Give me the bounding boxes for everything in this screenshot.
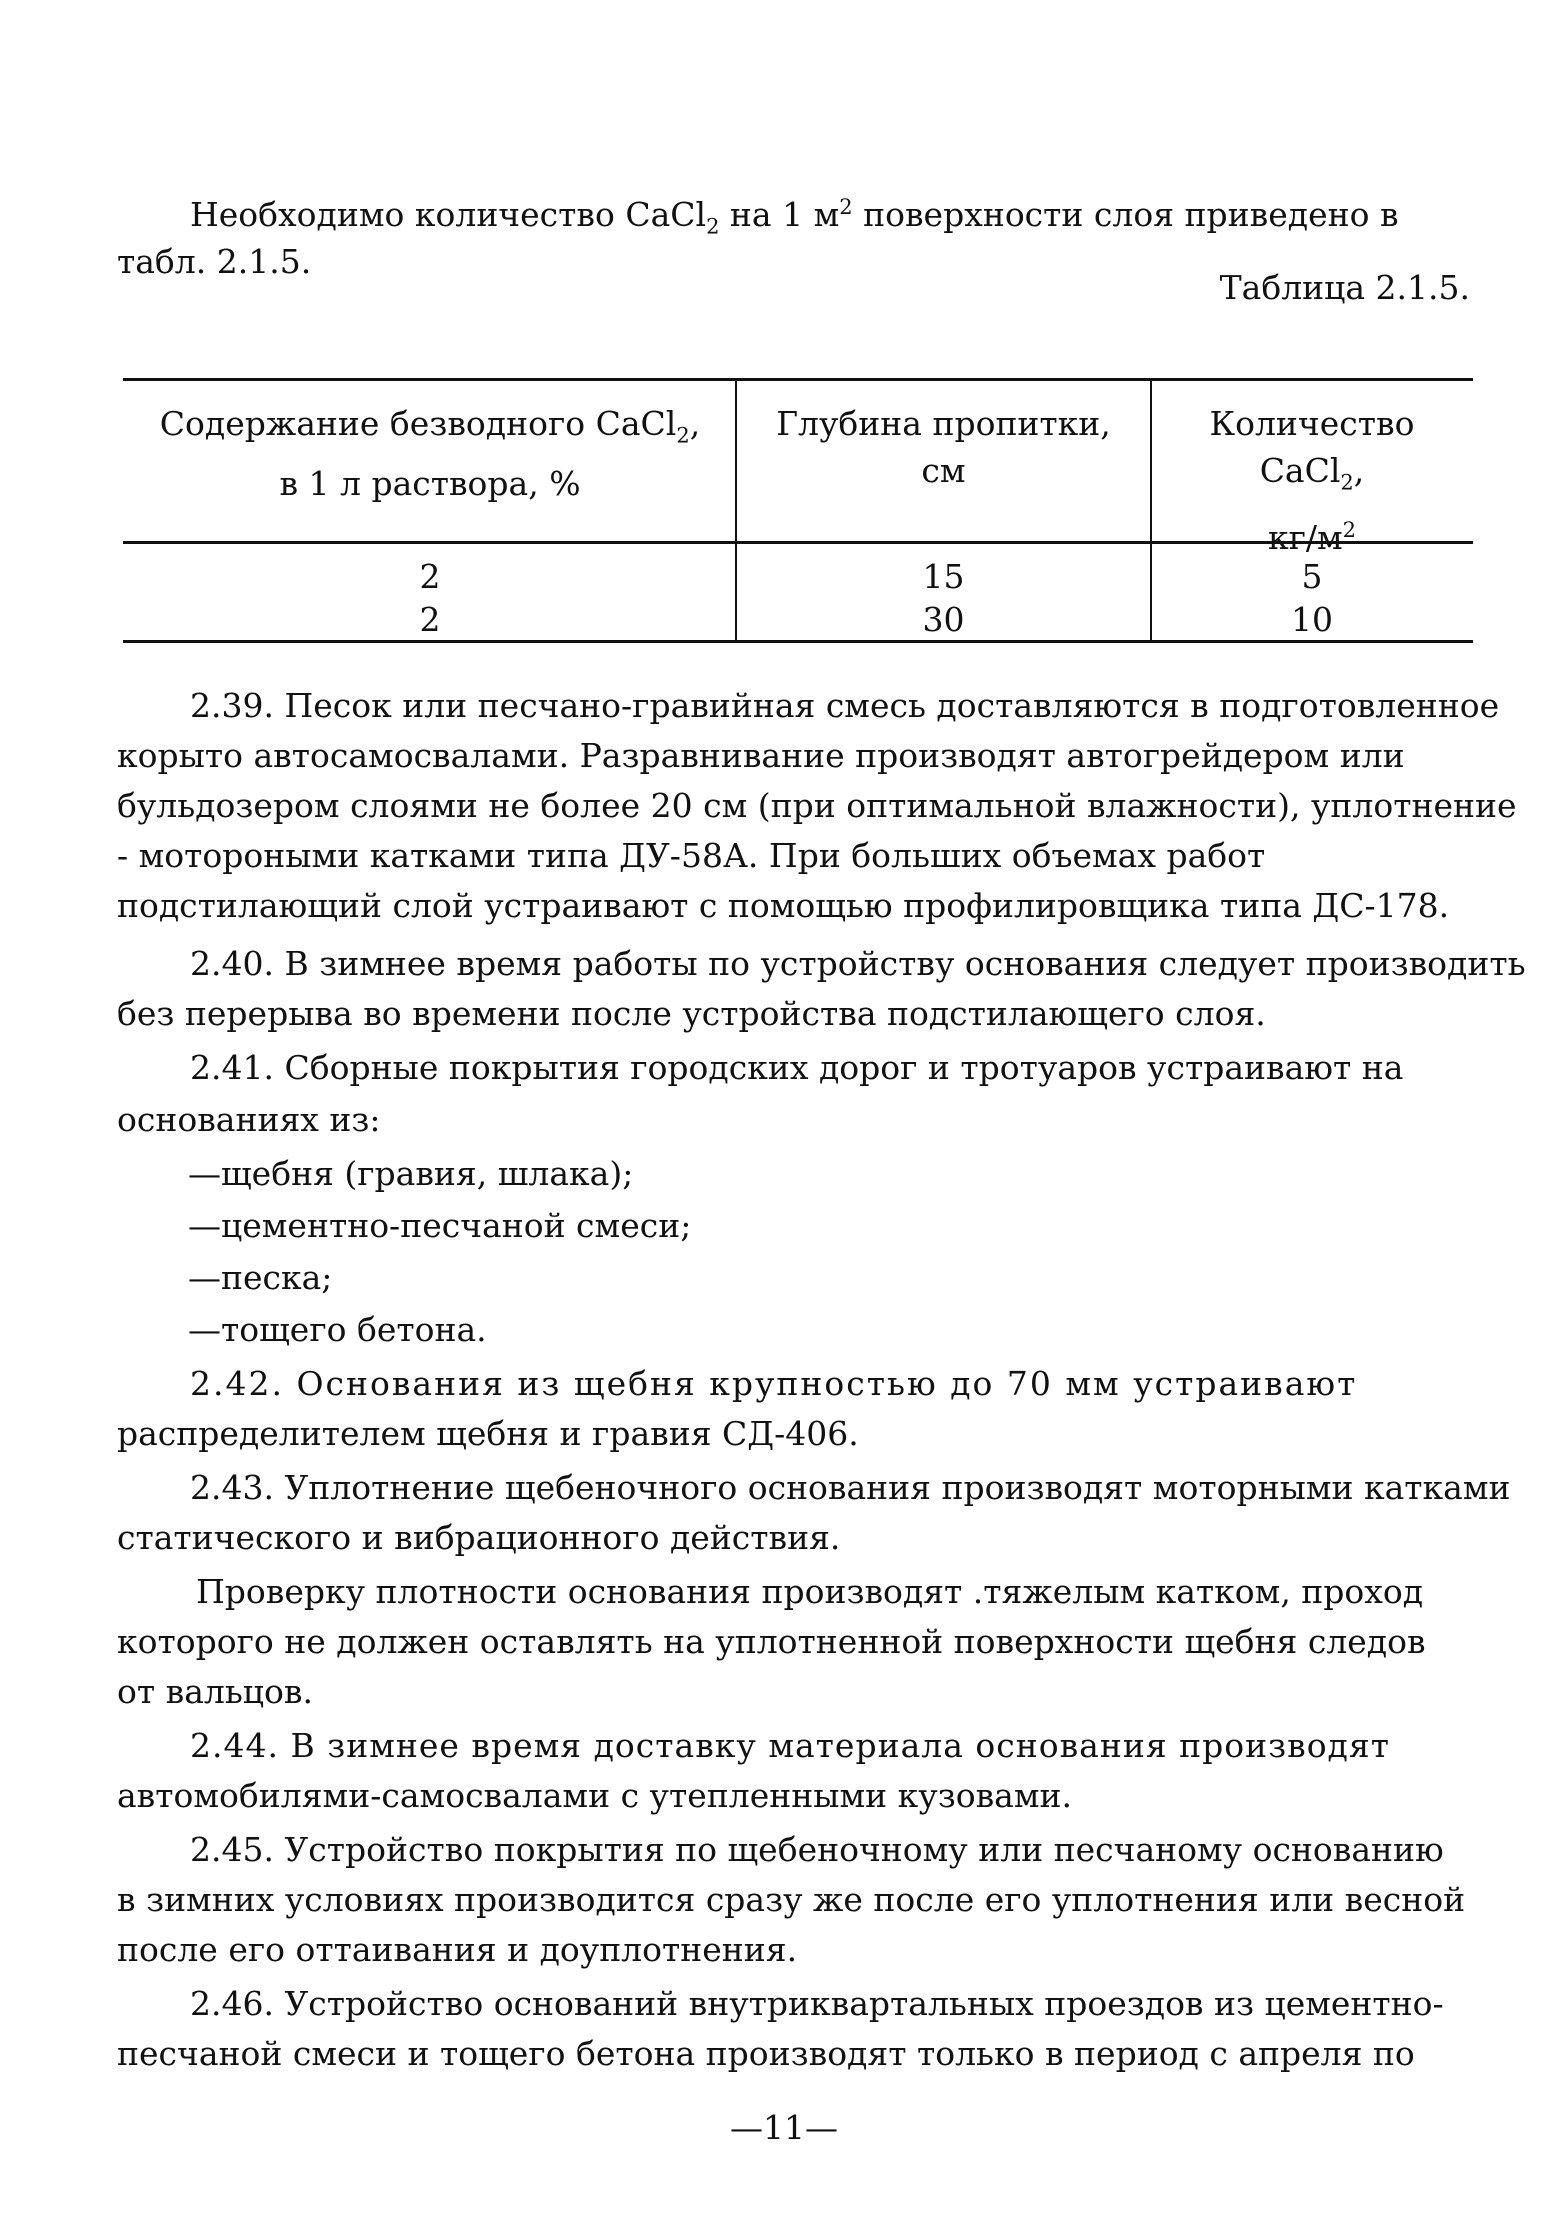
table-cell: 2	[419, 557, 441, 596]
text-line: 2.41. Сборные покрытия городских дорог и тротуаров устраивают на	[190, 1048, 1404, 1087]
text-line: 2.39. Песок или песчано-гравийная смесь доставляются в подготовленное	[190, 686, 1500, 725]
table-top-rule	[123, 378, 1473, 381]
text-line: после его оттаивания и доуплотнения.	[117, 1930, 798, 1969]
page-number: —11—	[730, 2108, 838, 2147]
list-item: —песка;	[188, 1258, 333, 1297]
intro-line-2: табл. 2.1.5.	[117, 242, 312, 281]
table-cell: 10	[1291, 600, 1333, 639]
text-line: песчаной смеси и тощего бетона производят только в период с апреля по	[117, 2034, 1415, 2073]
intro-text-before: Необходимо количество CaCl	[190, 195, 707, 234]
text-line: автомобилями-самосвалами с утепленными кузовами.	[117, 1776, 1072, 1815]
text-line: 2.43. Уплотнение щебеночного основания производят моторными катками	[190, 1468, 1511, 1507]
table-caption: Таблица 2.1.5.	[1219, 268, 1470, 307]
text-line: 2.42. Основания из щебня крупностью до 70 мм устраивают	[190, 1364, 1358, 1403]
text-line: бульдозером слоями не более 20 см (при оптимальной влажности), уплотнение	[117, 786, 1517, 825]
text-line: без перерыва во времени после устройства подстилающего слоя.	[117, 994, 1266, 1033]
intro-sup: 2	[839, 195, 853, 219]
intro-line-1	[190, 182, 1399, 253]
text-line: - мотороными катками типа ДУ-58А. При больших объемах работ	[117, 836, 1266, 875]
text-line: распределителем щебня и гравия СД-406.	[117, 1414, 859, 1453]
table-cell: 30	[922, 600, 965, 639]
text-line: которого не должен оставлять на уплотненной поверхности щебня следов	[117, 1622, 1426, 1661]
text-line: в зимних условиях производится сразу же после его уплотнения или весной	[117, 1880, 1466, 1919]
intro-sub: 2	[706, 214, 720, 239]
table-header-3: Количество CaCl$_2$, $кг/м^2$	[1209, 404, 1415, 557]
text-line: от вальцов.	[117, 1672, 313, 1711]
table-cell: 15	[922, 557, 965, 596]
list-item: —тощего бетона.	[188, 1310, 487, 1349]
intro-text-mid: на 1 м	[719, 195, 840, 234]
text-line: 2.40. В зимнее время работы по устройству основания следует производить	[190, 944, 1526, 983]
text-line: основаниях из:	[117, 1100, 381, 1139]
text-line: Проверку плотности основания производят .тяжелым катком, проход	[196, 1572, 1424, 1611]
list-item: —цементно-песчаной смеси;	[188, 1206, 692, 1245]
text-line: статического и вибрационного действия.	[117, 1518, 841, 1557]
table-cell: 2	[419, 600, 441, 639]
intro-text-after: поверхности слоя приведено в	[852, 195, 1399, 234]
list-item: —щебня (гравия, шлака);	[188, 1154, 634, 1193]
text-line: 2.45. Устройство покрытия по щебеночному или песчаному основанию	[190, 1830, 1444, 1869]
text-line: подстилающий слой устраивают с помощью профилировщика типа ДС-178.	[117, 886, 1450, 925]
text-line: корыто автосамосвалами. Разравнивание производят автогрейдером или	[117, 736, 1405, 775]
text-line: 2.46. Устройство оснований внутриквартальных проездов из цементно-	[190, 1984, 1444, 2023]
table-cell: 5	[1301, 557, 1323, 596]
table-header-2: Глубина пропитки, см	[776, 404, 1111, 490]
text-line: 2.44. В зимнее время доставку материала основания производят	[190, 1726, 1390, 1765]
table-header-1: Содержание безводного CaCl$_2$, в 1 л раствора, %	[159, 404, 701, 503]
